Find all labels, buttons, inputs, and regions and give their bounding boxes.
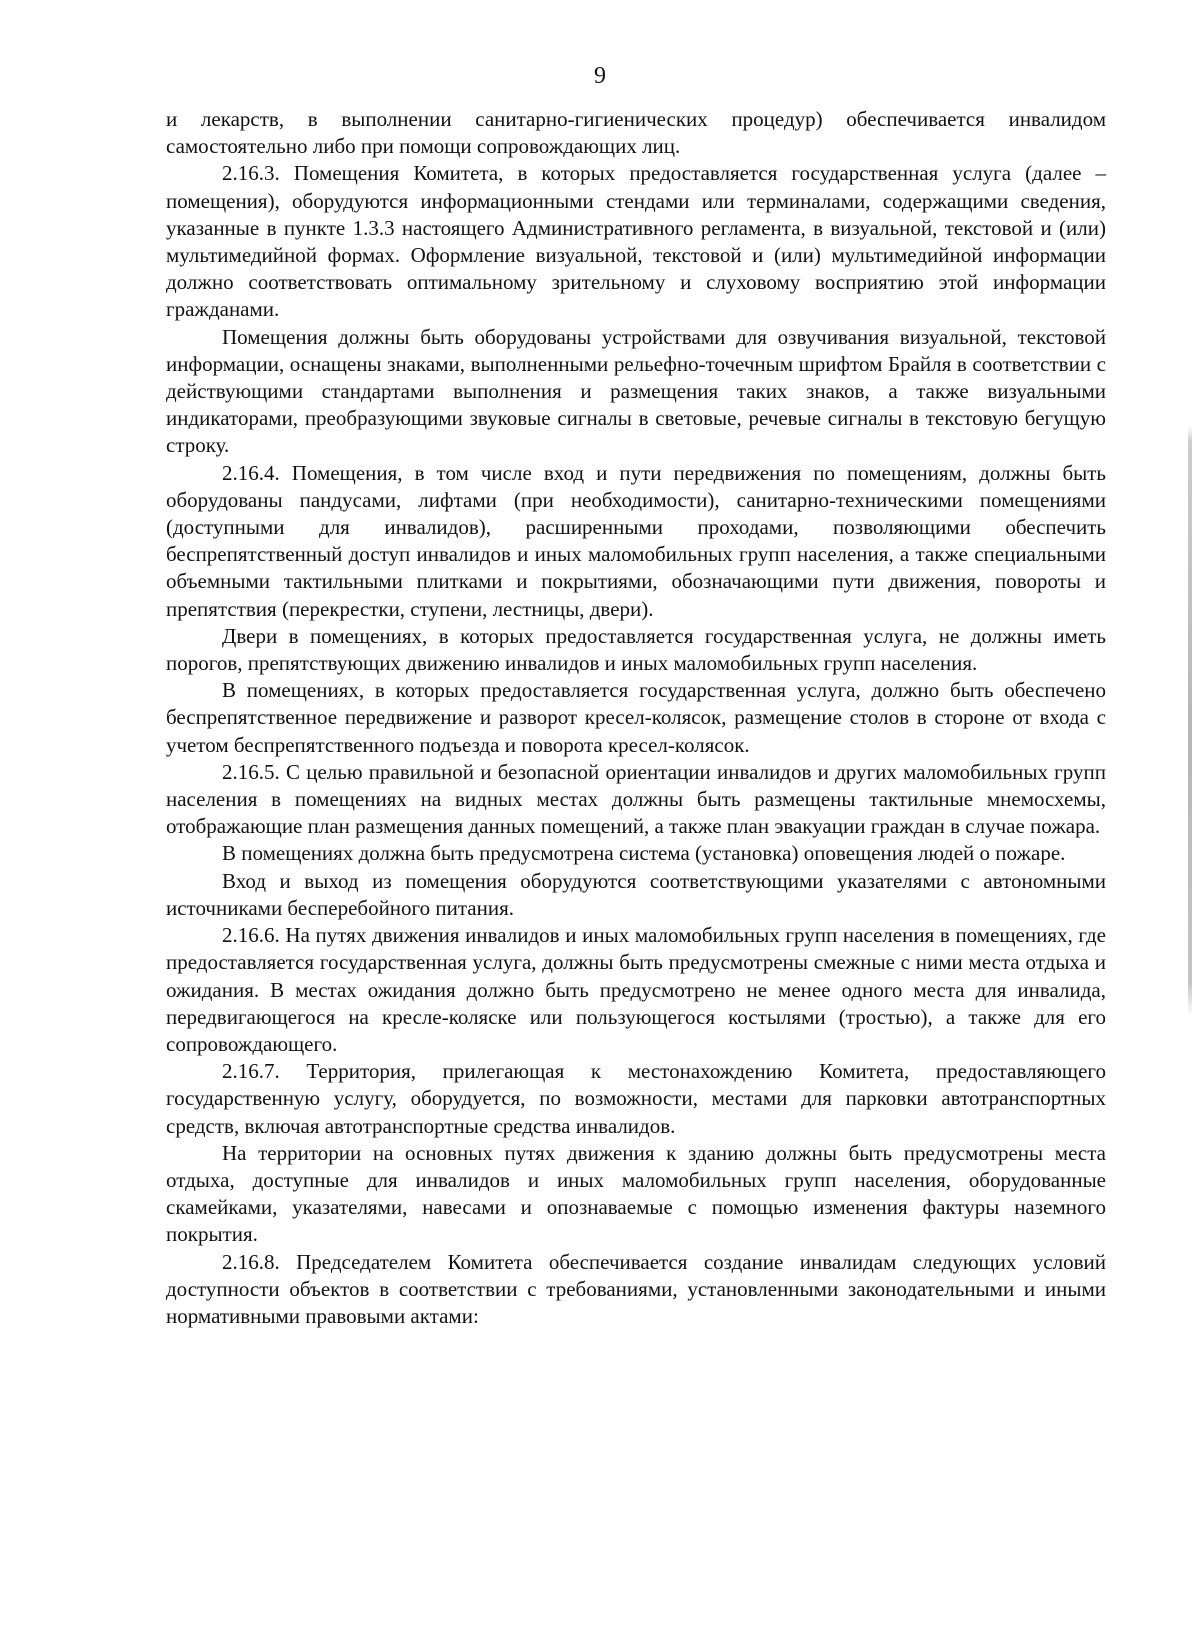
paragraph-braille-equipment: Помещения должны быть оборудованы устройствами для озвучивания визуальной, текстовой информации, оснащены знаками, выполненными рельефно-точечным шрифтом Брайля в соответствии с действующими стандартами выполнения и размещения таких знаков, а также визуальными индикаторами, преобразующими звуковые сигналы в световые, речевые сигналы в текстовую бегущую строку. (166, 324, 1106, 458)
paragraph-2-16-3: 2.16.3. Помещения Комитета, в которых предоставляется государственная услуга (далее – помещения), оборудуются информационными стендами или терминалами, содержащими сведения, указанные в пункте 1.3.3 настоящего Административного регламента, в визуальной, текстовой и (или) мультимедийной формах. Оформление визуальной, текстовой и (или) мультимедийной информации должно соответствовать оптимальному зрительному и слуховому восприятию этой информации гражданами. (166, 161, 1106, 322)
paragraph-fire-alarm: В помещениях должна быть предусмотрена система (установка) оповещения людей о пожаре. (222, 841, 1066, 866)
paragraph-entrance-exit: Вход и выход из помещения оборудуются соответствующими указателями с автономными источниками бесперебойного питания. (166, 868, 1106, 920)
paragraph-territory: На территории на основных путях движения к зданию должны быть предусмотрены места отдыха, доступные для инвалидов и иных маломобильных групп населения, оборудованные скамейками, указателями, навесами и опознаваемые с помощью изменения фактуры наземного покрытия. (166, 1140, 1106, 1247)
paragraph-2-16-5: 2.16.5. С целью правильной и безопасной ориентации инвалидов и других маломобильных групп населения в помещениях на видных местах должны быть размещены тактильные мнемосхемы, отображающие план размещения данных помещений, а также план эвакуации граждан в случае пожара. (166, 759, 1106, 839)
paragraph-2-16-4: 2.16.4. Помещения, в том числе вход и пути передвижения по помещениям, должны быть оборудованы пандусами, лифтами (при необходимости), санитарно-техническими помещениями (доступными для инвалидов), расширенными проходами, позволяющими обеспечить беспрепятственный доступ инвалидов и иных маломобильных групп населения, а также специальными объемными тактильными плитками и покрытиями, обозначающими пути движения, повороты и препятствия (перекрестки, ступени, лестницы, двери). (166, 460, 1106, 621)
paragraph-continuation: и лекарств, в выполнении санитарно-гигиенических процедур) обеспечивается инвалидом самостоятельно либо при помощи сопровождающих лиц. (166, 107, 1106, 159)
paragraph-doors: Двери в помещениях, в которых предоставляется государственная услуга, не должны иметь порогов, препятствующих движению инвалидов и иных маломобильных групп населения. (166, 623, 1106, 676)
paragraph-wheelchair-movement: В помещениях, в которых предоставляется государственная услуга, должно быть обеспечено беспрепятственное передвижение и разворот кресел-колясок, размещение столов в стороне от входа с учетом беспрепятственного подъезда и поворота кресел-колясок. (166, 678, 1106, 757)
document-body (166, 106, 1106, 1330)
paragraph-2-16-8: 2.16.8. Председателем Комитета обеспечивается создание инвалидам следующих условий доступности объектов в соответствии с требованиями, установленными законодательными и иными нормативными правовыми актами: (166, 1249, 1106, 1328)
page-number: 9 (594, 63, 606, 89)
scan-edge-shadow (1188, 0, 1192, 1638)
paragraph-2-16-6: 2.16.6. На путях движения инвалидов и иных маломобильных групп населения в помещениях, где предоставляется государственная услуга, должны быть предусмотрены смежные с ними места отдыха и ожидания. В местах ожидания должно быть предусмотрено не менее одного места для инвалида, передвигающегося на кресле-коляске или пользующегося костылями (тростью), а также для его сопровождающего. (166, 923, 1106, 1056)
paragraph-2-16-7: 2.16.7. Территория, прилегающая к местонахождению Комитета, предоставляющего государственную услугу, оборудуется, по возможности, местами для парковки автотранспортных средств, включая автотранспортные средства инвалидов. (166, 1059, 1106, 1138)
